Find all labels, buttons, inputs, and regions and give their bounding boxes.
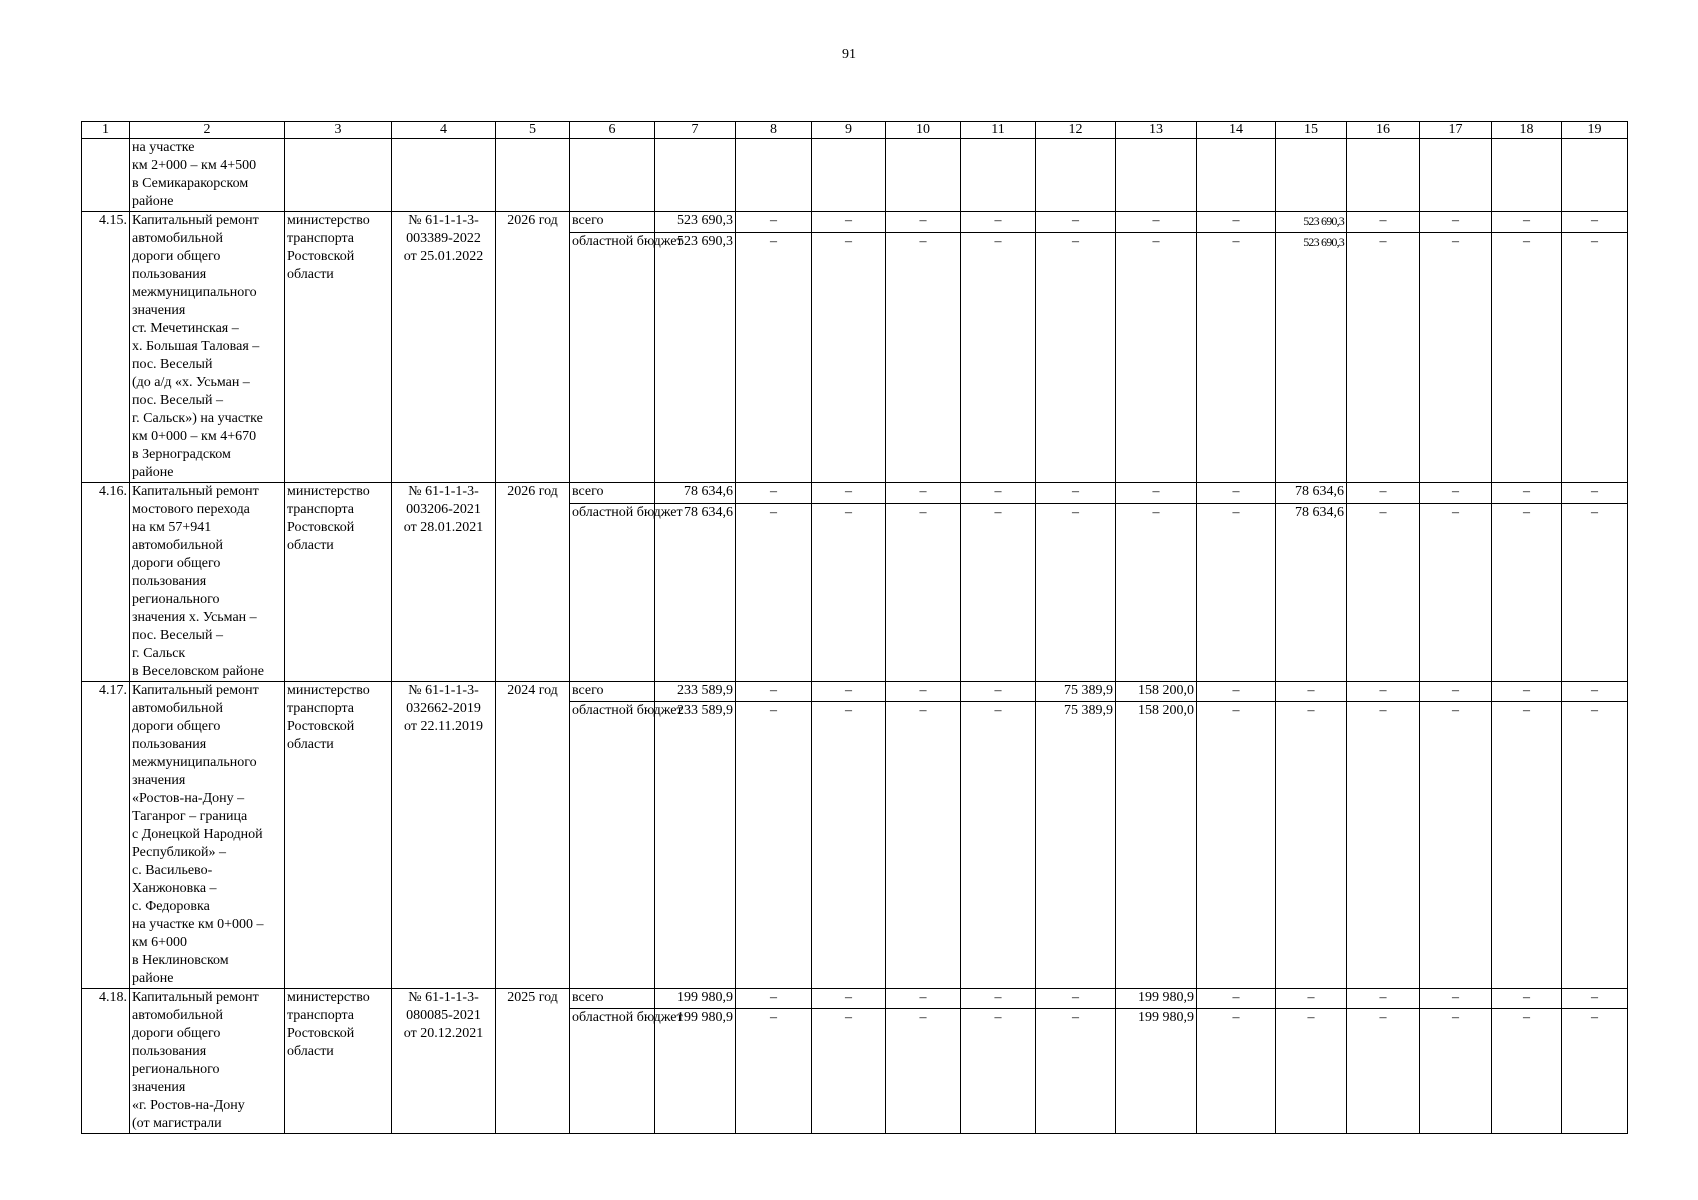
dash-cell: – bbox=[1116, 483, 1197, 504]
object-name-line: значения х. Усьман – bbox=[132, 610, 257, 625]
object-name-line: на участке км 0+000 – bbox=[132, 917, 264, 932]
dash-cell: – bbox=[1420, 989, 1492, 1009]
object-name-line: Капитальный ремонт bbox=[132, 683, 259, 698]
dash-cell: – bbox=[812, 483, 886, 504]
amount-cell: 233 589,9 bbox=[655, 682, 736, 702]
dash-cell: – bbox=[812, 212, 886, 233]
amount-cell: 199 980,9 bbox=[655, 1009, 736, 1134]
object-name-line: значения bbox=[132, 773, 186, 788]
object-name-line: км 6+000 bbox=[132, 935, 188, 950]
column-number-header: 8 bbox=[736, 122, 812, 139]
object-name-line: пользования bbox=[132, 737, 207, 752]
amount-cell: 199 980,9 bbox=[1116, 1009, 1197, 1134]
object-name-cell bbox=[130, 989, 285, 1134]
dash-cell: – bbox=[1492, 483, 1562, 504]
amount-cell: 523 690,3 bbox=[655, 212, 736, 233]
dash-cell: – bbox=[736, 232, 812, 483]
object-name-line: пос. Веселый – bbox=[132, 628, 223, 643]
dash-cell: – bbox=[1347, 1009, 1420, 1134]
column-number-header: 2 bbox=[130, 122, 285, 139]
dash-cell: – bbox=[736, 682, 812, 702]
object-name-line: в Зерноградском bbox=[132, 447, 231, 462]
object-name-cell bbox=[130, 139, 285, 212]
column-number-header: 17 bbox=[1420, 122, 1492, 139]
column-number-header: 4 bbox=[392, 122, 496, 139]
entry-total-row bbox=[82, 483, 1628, 504]
dash-cell: – bbox=[886, 503, 961, 681]
dash-cell: – bbox=[1197, 682, 1276, 702]
amount-cell: 523 690,3 bbox=[655, 232, 736, 483]
dash-cell: – bbox=[1420, 702, 1492, 989]
dash-cell: – bbox=[1492, 1009, 1562, 1134]
dash-cell: – bbox=[1347, 682, 1420, 702]
dash-cell: – bbox=[1420, 232, 1492, 483]
object-name-line: с. Васильево- bbox=[132, 863, 213, 878]
dash-cell: – bbox=[1036, 483, 1116, 504]
dash-cell: – bbox=[736, 483, 812, 504]
object-name-line: Ханжоновка – bbox=[132, 881, 217, 896]
dash-cell: – bbox=[1562, 503, 1628, 681]
dash-cell: – bbox=[1562, 702, 1628, 989]
object-name-line: межмуниципального bbox=[132, 755, 257, 770]
expertise-doc-cell bbox=[392, 483, 496, 682]
object-name-cell bbox=[130, 212, 285, 483]
dash-cell: – bbox=[1036, 212, 1116, 233]
object-name-line: дороги общего bbox=[132, 249, 221, 264]
entry-number: 4.17. bbox=[82, 682, 130, 989]
object-name-line: в Семикаракорском bbox=[132, 176, 249, 191]
dash-cell: – bbox=[1036, 232, 1116, 483]
amount-cell: 158 200,0 bbox=[1116, 702, 1197, 989]
dash-cell: – bbox=[1347, 212, 1420, 233]
dash-cell: – bbox=[1420, 212, 1492, 233]
funding-source: областной бюджет bbox=[570, 702, 655, 989]
object-name-line: х. Большая Таловая – bbox=[132, 339, 260, 354]
object-name-line: «г. Ростов-на-Дону bbox=[132, 1098, 245, 1113]
entry-number: 4.18. bbox=[82, 989, 130, 1134]
empty-cell bbox=[1562, 139, 1628, 212]
column-number-header: 1 bbox=[82, 122, 130, 139]
empty-cell bbox=[655, 139, 736, 212]
object-name-line: Республикой» – bbox=[132, 845, 227, 860]
column-number-header: 18 bbox=[1492, 122, 1562, 139]
column-number-header: 19 bbox=[1562, 122, 1628, 139]
customer-line: Ростовской bbox=[287, 719, 355, 734]
table-body bbox=[82, 122, 1628, 1134]
dash-cell: – bbox=[1036, 503, 1116, 681]
expertise-doc-line: от 25.01.2022 bbox=[403, 249, 484, 264]
dash-cell: – bbox=[961, 1009, 1036, 1134]
object-name-line: в Неклиновском bbox=[132, 953, 229, 968]
customer-line: транспорта bbox=[287, 1008, 355, 1023]
dash-cell: – bbox=[812, 503, 886, 681]
object-name-line: с Донецкой Народной bbox=[132, 827, 263, 842]
empty-cell bbox=[1420, 139, 1492, 212]
dash-cell: – bbox=[1562, 1009, 1628, 1134]
column-number-header: 16 bbox=[1347, 122, 1420, 139]
dash-cell: – bbox=[886, 483, 961, 504]
object-name-line: автомобильной bbox=[132, 538, 223, 553]
column-number-header: 12 bbox=[1036, 122, 1116, 139]
object-name-line: значения bbox=[132, 1080, 186, 1095]
object-name-line: г. Сальск bbox=[132, 646, 186, 661]
header-row bbox=[82, 122, 1628, 139]
dash-cell: – bbox=[961, 682, 1036, 702]
dash-cell: – bbox=[1347, 232, 1420, 483]
amount-cell: 75 389,9 bbox=[1036, 682, 1116, 702]
dash-cell: – bbox=[736, 989, 812, 1009]
empty-cell bbox=[1276, 139, 1347, 212]
empty-cell bbox=[1197, 139, 1276, 212]
continuation-row bbox=[82, 139, 1628, 212]
dash-cell: – bbox=[961, 702, 1036, 989]
customer-line: министерство bbox=[287, 213, 370, 228]
dash-cell: – bbox=[1197, 212, 1276, 233]
dash-cell: – bbox=[1562, 989, 1628, 1009]
object-name-line: межмуниципального bbox=[132, 285, 257, 300]
object-name-cell bbox=[130, 682, 285, 989]
entry-number: 4.15. bbox=[82, 212, 130, 483]
customer-line: области bbox=[287, 737, 334, 752]
dash-cell: – bbox=[1492, 682, 1562, 702]
dash-cell: – bbox=[886, 1009, 961, 1134]
year-cell: 2025 год bbox=[496, 989, 570, 1134]
expertise-doc-line: № 61-1-1-3- bbox=[408, 484, 479, 499]
amount-cell: 158 200,0 bbox=[1116, 682, 1197, 702]
customer-line: области bbox=[287, 538, 334, 553]
customer-line: Ростовской bbox=[287, 1026, 355, 1041]
dash-cell: – bbox=[1562, 682, 1628, 702]
dash-cell: – bbox=[1036, 1009, 1116, 1134]
entry-total-row bbox=[82, 212, 1628, 233]
object-name-line: в Веселовском районе bbox=[132, 664, 264, 679]
dash-cell: – bbox=[812, 1009, 886, 1134]
empty-cell bbox=[392, 139, 496, 212]
dash-cell: – bbox=[812, 682, 886, 702]
amount-cell: 78 634,6 bbox=[1276, 503, 1347, 681]
dash-cell: – bbox=[736, 503, 812, 681]
dash-cell: – bbox=[1492, 702, 1562, 989]
dash-cell: – bbox=[1197, 702, 1276, 989]
empty-cell bbox=[812, 139, 886, 212]
dash-cell: – bbox=[1492, 232, 1562, 483]
customer-line: министерство bbox=[287, 990, 370, 1005]
dash-cell: – bbox=[886, 702, 961, 989]
dash-cell: – bbox=[1116, 212, 1197, 233]
dash-cell: – bbox=[886, 989, 961, 1009]
dash-cell: – bbox=[961, 989, 1036, 1009]
dash-cell: – bbox=[1197, 989, 1276, 1009]
column-number-header: 15 bbox=[1276, 122, 1347, 139]
dash-cell: – bbox=[1116, 503, 1197, 681]
object-name-line: (до а/д «х. Усьман – bbox=[132, 375, 250, 390]
empty-cell bbox=[1116, 139, 1197, 212]
object-name-line: районе bbox=[132, 971, 174, 986]
object-name-line: Капитальный ремонт bbox=[132, 213, 259, 228]
expertise-doc-line: № 61-1-1-3- bbox=[408, 683, 479, 698]
dash-cell: – bbox=[1347, 989, 1420, 1009]
object-name-line: км 2+000 – км 4+500 bbox=[132, 158, 257, 173]
dash-cell: – bbox=[736, 212, 812, 233]
dash-cell: – bbox=[1276, 702, 1347, 989]
object-name-line: г. Сальск») на участке bbox=[132, 411, 263, 426]
column-number-header: 14 bbox=[1197, 122, 1276, 139]
object-name-line: мостового перехода bbox=[132, 502, 250, 517]
expertise-doc-line: 003206-2021 bbox=[406, 502, 481, 517]
dash-cell: – bbox=[1276, 989, 1347, 1009]
column-number-header: 13 bbox=[1116, 122, 1197, 139]
dash-cell: – bbox=[812, 232, 886, 483]
customer-line: области bbox=[287, 267, 334, 282]
dash-cell: – bbox=[1492, 503, 1562, 681]
customer-line: области bbox=[287, 1044, 334, 1059]
dash-cell: – bbox=[1347, 503, 1420, 681]
dash-cell: – bbox=[1116, 232, 1197, 483]
empty-cell bbox=[1036, 139, 1116, 212]
dash-cell: – bbox=[1197, 1009, 1276, 1134]
object-name-cell bbox=[130, 483, 285, 682]
customer-line: Ростовской bbox=[287, 520, 355, 535]
funding-source: областной бюджет bbox=[570, 232, 655, 483]
object-name-line: Капитальный ремонт bbox=[132, 484, 259, 499]
expertise-doc-line: 032662-2019 bbox=[406, 701, 481, 716]
dash-cell: – bbox=[1036, 989, 1116, 1009]
dash-cell: – bbox=[1420, 483, 1492, 504]
expertise-doc-cell bbox=[392, 989, 496, 1134]
expertise-doc-line: от 22.11.2019 bbox=[404, 719, 483, 734]
row-number-cell bbox=[82, 139, 130, 212]
column-number-header: 10 bbox=[886, 122, 961, 139]
column-number-header: 6 bbox=[570, 122, 655, 139]
dash-cell: – bbox=[961, 483, 1036, 504]
column-number-header: 11 bbox=[961, 122, 1036, 139]
column-number-header: 5 bbox=[496, 122, 570, 139]
amount-cell: 523 690,3 bbox=[1276, 232, 1347, 483]
customer-cell bbox=[285, 989, 392, 1134]
expertise-doc-line: № 61-1-1-3- bbox=[408, 213, 479, 228]
dash-cell: – bbox=[1420, 682, 1492, 702]
expertise-doc-line: 003389-2022 bbox=[406, 231, 481, 246]
customer-line: транспорта bbox=[287, 701, 355, 716]
column-number-header: 3 bbox=[285, 122, 392, 139]
dash-cell: – bbox=[961, 232, 1036, 483]
object-name-line: районе bbox=[132, 194, 174, 209]
dash-cell: – bbox=[736, 1009, 812, 1134]
expertise-doc-cell bbox=[392, 212, 496, 483]
column-number-header: 7 bbox=[655, 122, 736, 139]
dash-cell: – bbox=[736, 702, 812, 989]
entry-total-row bbox=[82, 989, 1628, 1009]
column-number-header: 9 bbox=[812, 122, 886, 139]
dash-cell: – bbox=[1420, 1009, 1492, 1134]
amount-cell: 523 690,3 bbox=[1276, 212, 1347, 233]
page-number: 91 bbox=[842, 47, 856, 62]
dash-cell: – bbox=[1347, 483, 1420, 504]
customer-cell bbox=[285, 682, 392, 989]
empty-cell bbox=[1492, 139, 1562, 212]
year-cell: 2024 год bbox=[496, 682, 570, 989]
object-name-line: (от магистрали bbox=[132, 1116, 222, 1131]
expertise-doc-line: от 20.12.2021 bbox=[403, 1026, 484, 1041]
empty-cell bbox=[736, 139, 812, 212]
object-name-line: ст. Мечетинская – bbox=[132, 321, 239, 336]
dash-cell: – bbox=[886, 212, 961, 233]
expertise-doc-cell bbox=[392, 682, 496, 989]
object-name-line: автомобильной bbox=[132, 1008, 223, 1023]
dash-cell: – bbox=[1276, 682, 1347, 702]
empty-cell bbox=[961, 139, 1036, 212]
entry-number: 4.16. bbox=[82, 483, 130, 682]
dash-cell: – bbox=[812, 702, 886, 989]
empty-cell bbox=[886, 139, 961, 212]
dash-cell: – bbox=[886, 682, 961, 702]
object-name-line: «Ростов-на-Дону – bbox=[132, 791, 245, 806]
object-name-line: с. Федоровка bbox=[132, 899, 210, 914]
funding-source: областной бюджет bbox=[570, 1009, 655, 1134]
empty-cell bbox=[285, 139, 392, 212]
customer-line: транспорта bbox=[287, 502, 355, 517]
dash-cell: – bbox=[886, 232, 961, 483]
object-name-line: пользования bbox=[132, 1044, 207, 1059]
object-name-line: пользования bbox=[132, 267, 207, 282]
dash-cell: – bbox=[812, 989, 886, 1009]
object-name-line: автомобильной bbox=[132, 231, 223, 246]
customer-line: министерство bbox=[287, 484, 370, 499]
funding-source: всего bbox=[570, 989, 655, 1009]
object-name-line: пос. Веселый bbox=[132, 357, 213, 372]
expertise-doc-line: № 61-1-1-3- bbox=[408, 990, 479, 1005]
funding-source: всего bbox=[570, 483, 655, 504]
object-name-line: значения bbox=[132, 303, 186, 318]
funding-source: всего bbox=[570, 212, 655, 233]
dash-cell: – bbox=[1197, 232, 1276, 483]
object-name-line: дороги общего bbox=[132, 719, 221, 734]
customer-line: министерство bbox=[287, 683, 370, 698]
dash-cell: – bbox=[1347, 702, 1420, 989]
object-name-line: районе bbox=[132, 465, 174, 480]
customer-cell bbox=[285, 212, 392, 483]
dash-cell: – bbox=[961, 503, 1036, 681]
amount-cell: 233 589,9 bbox=[655, 702, 736, 989]
dash-cell: – bbox=[1562, 483, 1628, 504]
object-name-line: регионального bbox=[132, 1062, 220, 1077]
empty-cell bbox=[496, 139, 570, 212]
dash-cell: – bbox=[961, 212, 1036, 233]
entry-total-row bbox=[82, 682, 1628, 702]
customer-cell bbox=[285, 483, 392, 682]
funding-source: областной бюджет bbox=[570, 503, 655, 681]
object-name-line: на км 57+941 bbox=[132, 520, 212, 535]
object-name-line: дороги общего bbox=[132, 1026, 221, 1041]
investment-program-table bbox=[81, 121, 1628, 1134]
customer-line: Ростовской bbox=[287, 249, 355, 264]
object-name-line: км 0+000 – км 4+670 bbox=[132, 429, 257, 444]
object-name-line: пос. Веселый – bbox=[132, 393, 223, 408]
object-name-line: Таганрог – граница bbox=[132, 809, 248, 824]
empty-cell bbox=[570, 139, 655, 212]
dash-cell: – bbox=[1492, 989, 1562, 1009]
year-cell: 2026 год bbox=[496, 212, 570, 483]
amount-cell: 78 634,6 bbox=[1276, 483, 1347, 504]
dash-cell: – bbox=[1197, 503, 1276, 681]
dash-cell: – bbox=[1562, 212, 1628, 233]
amount-cell: 78 634,6 bbox=[655, 503, 736, 681]
amount-cell: 199 980,9 bbox=[1116, 989, 1197, 1009]
dash-cell: – bbox=[1420, 503, 1492, 681]
object-name-line: пользования bbox=[132, 574, 207, 589]
dash-cell: – bbox=[1492, 212, 1562, 233]
object-name-line: на участке bbox=[132, 140, 195, 155]
dash-cell: – bbox=[1197, 483, 1276, 504]
amount-cell: 78 634,6 bbox=[655, 483, 736, 504]
amount-cell: 75 389,9 bbox=[1036, 702, 1116, 989]
expertise-doc-line: 080085-2021 bbox=[406, 1008, 481, 1023]
empty-cell bbox=[1347, 139, 1420, 212]
amount-cell: 199 980,9 bbox=[655, 989, 736, 1009]
object-name-line: Капитальный ремонт bbox=[132, 990, 259, 1005]
dash-cell: – bbox=[1562, 232, 1628, 483]
year-cell: 2026 год bbox=[496, 483, 570, 682]
object-name-line: дороги общего bbox=[132, 556, 221, 571]
expertise-doc-line: от 28.01.2021 bbox=[403, 520, 484, 535]
funding-source: всего bbox=[570, 682, 655, 702]
object-name-line: регионального bbox=[132, 592, 220, 607]
object-name-line: автомобильной bbox=[132, 701, 223, 716]
dash-cell: – bbox=[1276, 1009, 1347, 1134]
customer-line: транспорта bbox=[287, 231, 355, 246]
